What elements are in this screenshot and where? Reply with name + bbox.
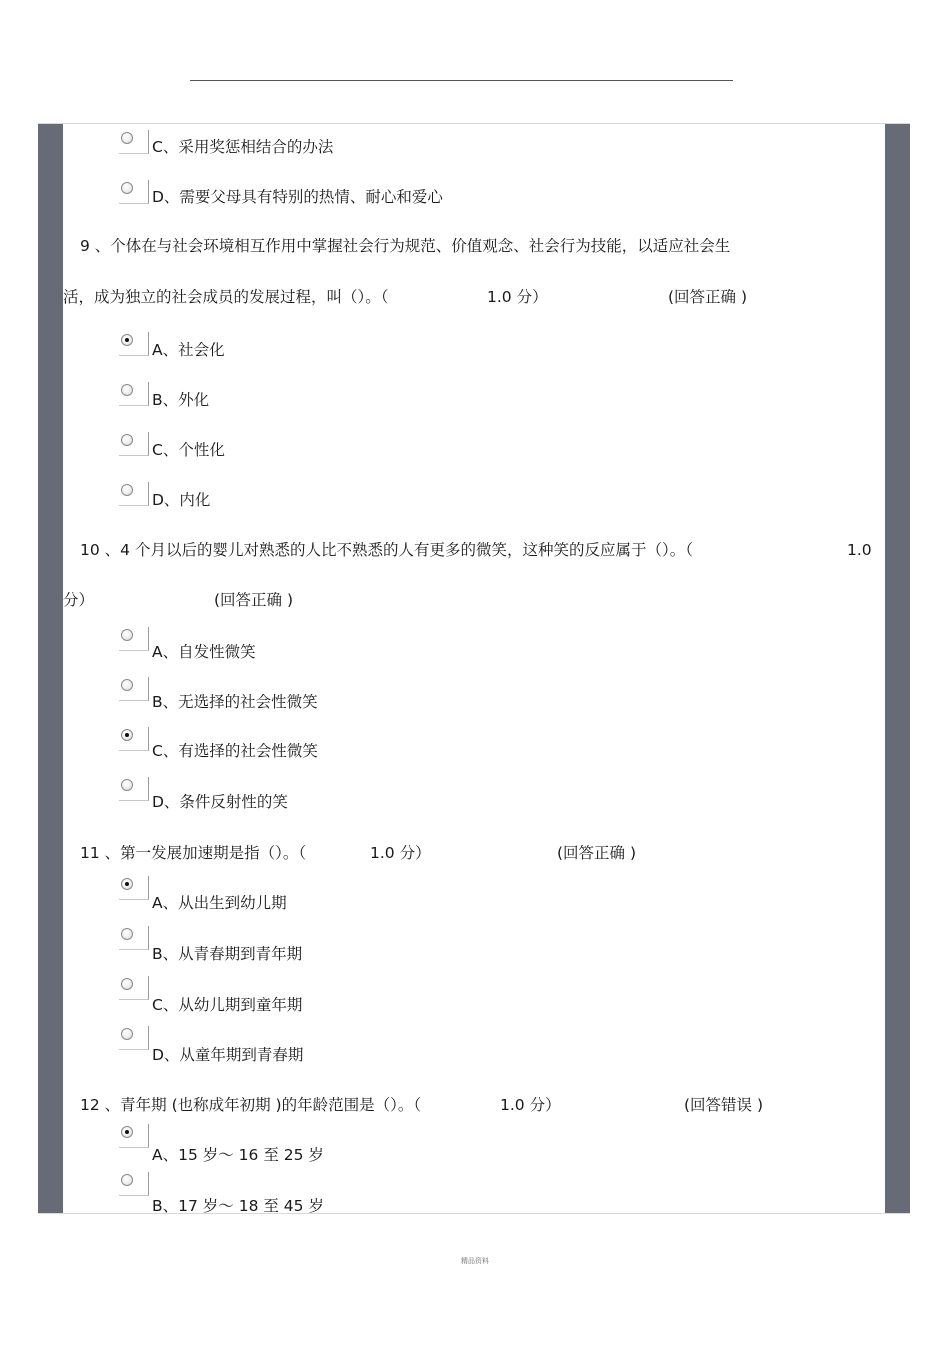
q10-option-c-label: C、有选择的社会性微笑 <box>152 742 318 760</box>
q10-question-line1: 10 、4 个月以后的婴儿对熟悉的人比不熟悉的人有更多的微笑，这种笑的反应属于（）。（ <box>80 541 693 559</box>
q11-option-c-radio[interactable] <box>119 976 149 1000</box>
q9-question-line2: 活，成为独立的社会成员的发展过程，叫（）。（ <box>63 288 389 306</box>
q9-option-c-radio[interactable] <box>119 432 149 456</box>
q10-option-b-radio[interactable] <box>119 677 149 701</box>
q10-points-value: 1.0 <box>847 541 872 559</box>
q11-result: (回答正确 ) <box>557 844 637 862</box>
q9-option-b-label: B、外化 <box>152 391 210 409</box>
right-scroll-bar[interactable] <box>885 124 910 1213</box>
q12-option-b-radio[interactable] <box>119 1172 149 1196</box>
radio-icon <box>121 978 133 990</box>
q9-option-d-label: D、内化 <box>152 491 211 509</box>
radio-icon <box>121 132 133 144</box>
q12-result: (回答错误 ) <box>684 1096 764 1114</box>
q11-option-b-label: B、从青春期到青年期 <box>152 945 303 963</box>
radio-checked-icon <box>121 334 133 346</box>
left-scroll-bar <box>38 124 63 1213</box>
radio-icon <box>121 679 133 691</box>
q11-option-a-label: A、从出生到幼儿期 <box>152 894 287 912</box>
q11-option-d-label: D、从童年期到青春期 <box>152 1046 304 1064</box>
q11-question: 11 、第一发展加速期是指（）。（ <box>80 844 307 862</box>
q9-option-c-label: C、个性化 <box>152 441 225 459</box>
q8-option-d-label: D、需要父母具有特别的热情、耐心和爱心 <box>152 188 443 206</box>
radio-icon <box>121 1028 133 1040</box>
q8-option-c-label: C、采用奖惩相结合的办法 <box>152 138 334 156</box>
radio-checked-icon <box>121 729 133 741</box>
radio-icon <box>121 484 133 496</box>
q11-option-d-radio[interactable] <box>119 1026 149 1050</box>
footer-note: 精品资料 <box>461 1257 489 1265</box>
q9-option-b-radio[interactable] <box>119 382 149 406</box>
q12-option-a-radio[interactable] <box>119 1124 149 1148</box>
radio-icon <box>121 182 133 194</box>
q10-option-a-radio[interactable] <box>119 627 149 651</box>
q10-option-d-label: D、条件反射性的笑 <box>152 793 288 811</box>
q10-option-d-radio[interactable] <box>119 777 149 801</box>
radio-icon <box>121 434 133 446</box>
q9-option-a-radio[interactable] <box>119 332 149 356</box>
q10-option-c-radio[interactable] <box>119 727 149 751</box>
q9-question-line1: 9 、个体在与社会环境相互作用中掌握社会行为规范、价值观念、社会行为技能，以适应社会生 <box>80 237 731 255</box>
radio-icon <box>121 928 133 940</box>
q10-option-a-label: A、自发性微笑 <box>152 643 256 661</box>
q11-option-c-label: C、从幼儿期到童年期 <box>152 996 303 1014</box>
radio-icon <box>121 779 133 791</box>
q9-option-d-radio[interactable] <box>119 482 149 506</box>
radio-checked-icon <box>121 878 133 890</box>
q9-result: (回答正确 ) <box>668 288 748 306</box>
q10-question-line2: 分） <box>63 591 95 609</box>
q10-result: (回答正确 ) <box>214 591 294 609</box>
q11-points: 1.0 分） <box>370 844 431 862</box>
q12-option-a-label: A、15 岁～ 16 至 25 岁 <box>152 1146 324 1164</box>
q9-points: 1.0 分） <box>487 288 548 306</box>
q12-points: 1.0 分） <box>500 1096 561 1114</box>
q8-option-d-radio[interactable] <box>119 180 149 204</box>
q8-option-c-radio[interactable] <box>119 130 149 154</box>
q11-option-b-radio[interactable] <box>119 926 149 950</box>
radio-icon <box>121 1174 133 1186</box>
q9-option-a-label: A、社会化 <box>152 341 225 359</box>
q11-option-a-radio[interactable] <box>119 876 149 900</box>
radio-checked-icon <box>121 1126 133 1138</box>
radio-icon <box>121 629 133 641</box>
q10-option-b-label: B、无选择的社会性微笑 <box>152 693 318 711</box>
top-rule <box>190 80 733 81</box>
q12-option-b-label: B、17 岁～ 18 至 45 岁 <box>152 1197 324 1215</box>
radio-icon <box>121 384 133 396</box>
q12-question: 12 、青年期 (也称成年初期 )的年龄范围是（）。（ <box>80 1096 422 1114</box>
